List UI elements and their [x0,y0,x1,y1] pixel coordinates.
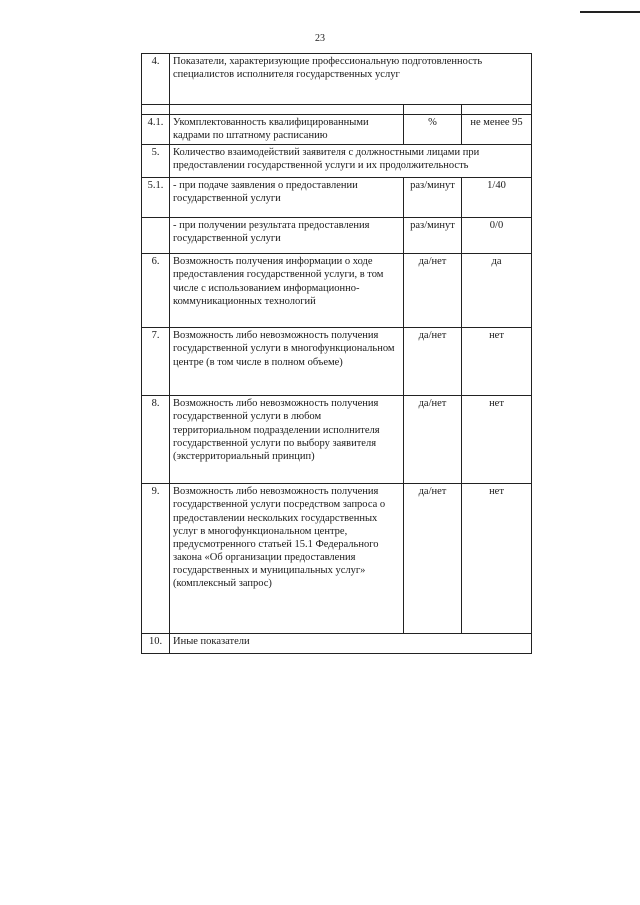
table-row-10 [142,634,532,654]
row-text: Иные показатели [170,634,532,654]
row-value: да [462,254,532,328]
row-unit: раз/минут [404,178,462,218]
table-row-8 [142,396,532,484]
page-number: 23 [315,33,325,44]
row-number: 9. [142,484,170,634]
row-unit: да/нет [404,484,462,634]
row-text: Возможность либо невозможность получения государственной услуги посредством запроса о предоставлении нескольких государственных услуг в многофункциональном центре, предусмотренного статьей 15.1 Федерального закона «Об организации предоставления государственных и муниципальных услуг» (комплексный запрос) [170,484,404,634]
table-row-4 [142,54,532,105]
row-number: 5. [142,145,170,178]
row-number [142,218,170,254]
row-value: нет [462,328,532,396]
row-unit: % [404,115,462,145]
table-row-9 [142,484,532,634]
table-row-4-1 [142,115,532,145]
table-row-5-1-b [142,218,532,254]
row-number: 8. [142,396,170,484]
row-value: 0/0 [462,218,532,254]
row-text: Укомплектованность квалифицированными кадрами по штатному расписанию [170,115,404,145]
row-number: 7. [142,328,170,396]
row-text: - при получении результата предоставления государственной услуги [170,218,404,254]
row-text: - при подаче заявления о предоставлении государственной услуги [170,178,404,218]
table-row-5 [142,145,532,178]
row-value: нет [462,396,532,484]
row-text: Возможность либо невозможность получения государственной услуги в любом территориальном подразделении исполнителя государственной услуги по выбору заявителя (экстерриториальный принцип) [170,396,404,484]
table-row-6 [142,254,532,328]
table-row-7 [142,328,532,396]
row-text: Количество взаимодействий заявителя с должностными лицами при предоставлении государственной услуги и их продолжительность [170,145,532,178]
row-unit: раз/минут [404,218,462,254]
scan-edge-mark [580,11,640,13]
row-value: нет [462,484,532,634]
row-number: 6. [142,254,170,328]
table-row-5-1 [142,178,532,218]
row-number: 4.1. [142,115,170,145]
indicators-table [141,53,532,654]
row-value: 1/40 [462,178,532,218]
row-number: 4. [142,54,170,105]
table-gap [142,105,532,115]
row-text: Показатели, характеризующие профессиональную подготовленность специалистов исполнителя государственных услуг [170,54,532,105]
row-value: не менее 95 [462,115,532,145]
row-number: 10. [142,634,170,654]
row-unit: да/нет [404,254,462,328]
row-text: Возможность либо невозможность получения государственной услуги в многофункциональном центре (в том числе в полном объеме) [170,328,404,396]
row-text: Возможность получения информации о ходе предоставления государственной услуги, в том числе с использованием информационно-коммуникационных технологий [170,254,404,328]
row-unit: да/нет [404,328,462,396]
row-number: 5.1. [142,178,170,218]
row-unit: да/нет [404,396,462,484]
